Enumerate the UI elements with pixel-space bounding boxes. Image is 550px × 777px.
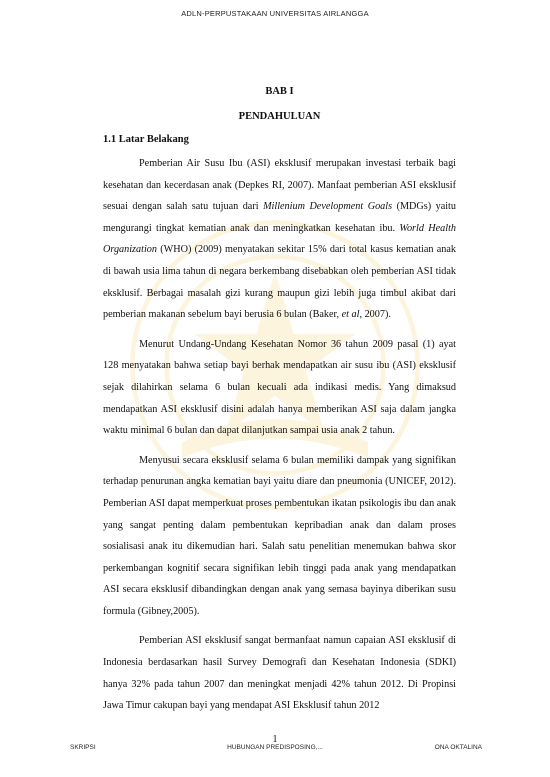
footer-center: HUBUNGAN PREDISPOSING,... (227, 744, 323, 751)
paragraph-4: Pemberian ASI eksklusif sangat bermanfaat namun capaian ASI eksklusif di Indonesia berdasarkan hasil Survey Demografi dan Kesehatan Indonesia (SDKI) hanya 32% pada tahun 2007 dan meningkat menjadi 42% tahun 2012. Di Propinsi Jawa Timur cakupan bayi yang mendapat ASI Eksklusif tahun 2012 (103, 635, 456, 712)
paragraph-2: Menurut Undang-Undang Kesehatan Nomor 36 tahun 2009 pasal (1) ayat 128 menyatakan bahwa setiap bayi berhak mendapatkan air susu ibu (ASI) eksklusif sejak dilahirkan selama 6 bulan kecuali ada indikasi medis. Yang dimaksud mendapatkan ASI eksklusif disini adalah hanya memberikan ASI saja dalam jangka waktu minimal 6 bulan dan dapat dilanjutkan sampai usia anak 2 tahun. (103, 338, 456, 437)
chapter-title: PENDAHULUAN (238, 111, 321, 122)
page-header: ADLN-PERPUSTAKAAN UNIVERSITAS AIRLANGGA (181, 9, 369, 18)
document-body (103, 86, 456, 717)
footer-left: SKRIPSI (70, 744, 96, 751)
chapter-heading: BAB I (265, 86, 294, 97)
page-number: 1 (272, 734, 278, 745)
section-title: 1.1 Latar Belakang (103, 134, 189, 145)
footer-right: ONA OKTALINA (434, 744, 482, 751)
paragraph-1: Pemberian Air Susu Ibu (ASI) eksklusif merupakan investasi terbaik bagi kesehatan dan kecerdasan anak (Depkes RI, 2007). Manfaat pemberian ASI eksklusif sesuai dengan salah satu tujuan dari Millenium Development Goals (MDGs) yaitu mengurangi tingkat kematian anak dan meningkatkan kesehatan ibu. World Health Organization (WHO) (2009) menyatakan sekitar 15% dari total kasus kematian anak di bawah usia lima tahun di negara berkembang disebabkan oleh pemberian ASI tidak eksklusif. Berbagai masalah gizi kurang maupun gizi lebih juga timbul akibat dari pemberian makanan sebelum bayi berusia 6 bulan (Baker, et al, 2007). (103, 158, 457, 321)
paragraph-3: Menyusui secara eksklusif selama 6 bulan memiliki dampak yang signifikan terhadap penurunan angka kematian bayi yaitu diare dan pneumonia (UNICEF, 2012). Pemberian ASI dapat memperkuat proses pembentukan ikatan psikologis ibu dan anak yang sangat penting dalam pembentukan kepribadian anak dan dalam proses sosialisasi anak itu dikemudian hari. Salah satu penelitian menemukan bahwa skor perkembangan kognitif secara signifikan lebih tinggi pada anak yang mendapatkan ASI secara eksklusif dibandingkan dengan anak yang semasa bayinya diberikan susu formula (Gibney,2005). (103, 454, 456, 617)
